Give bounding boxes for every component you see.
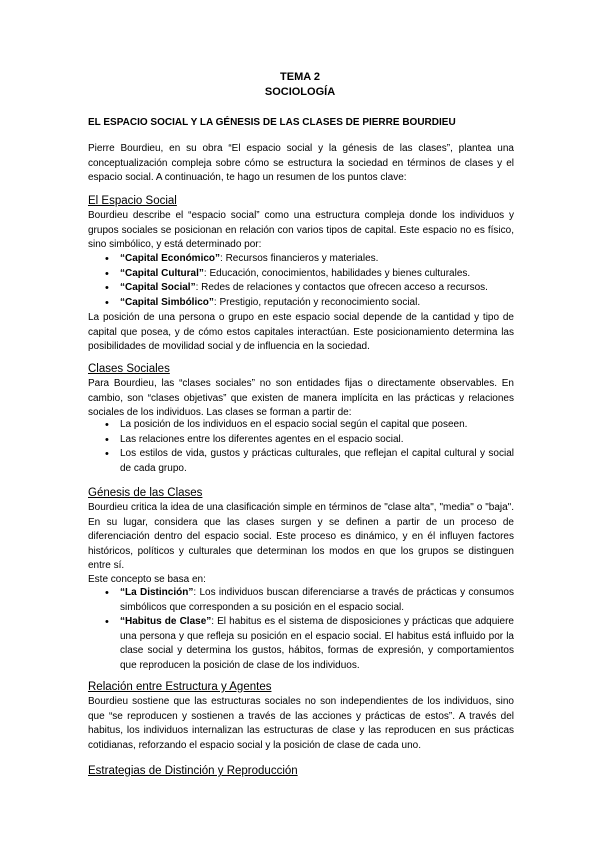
- list-item: • “Capital Cultural”: Educación, conocimientos, habilidades y bienes culturales.: [105, 267, 471, 280]
- genesis-paragraph-2: Este concepto se basa en:: [88, 574, 206, 585]
- section-heading-espacio-social: El Espacio Social: [88, 195, 177, 207]
- section-heading-clases-sociales: Clases Sociales: [88, 363, 170, 375]
- main-title: EL ESPACIO SOCIAL Y LA GÉNESIS DE LAS CLASES DE PIERRE BOURDIEU: [88, 117, 456, 128]
- espacio-paragraph-2: La posición de una persona o grupo en este espacio social depende de la cantidad y tipo de capital que posea, y de cómo estos capitales interactúan. Este posicionamiento determina las posibilidades de movilidad social y de influencia en la sociedad.: [88, 312, 514, 353]
- list-item: • “La Distinción”: Los individuos buscan diferenciarse a través de prácticas y consumos simbólicos que corresponden a su posición en el espacio social.: [105, 587, 514, 613]
- clases-list: [88, 418, 514, 476]
- section-heading-relacion: Relación entre Estructura y Agentes: [88, 681, 272, 693]
- genesis-paragraph-1: Bourdieu critica la idea de una clasificación simple en términos de "clase alta", "media" o "baja". En su lugar, considera que las clases surgen y se definen a partir de un proceso de diferenciación dentro del espacio social. Este proceso es dinámico, y en él influyen factores históricos, políticos y culturales que determinan los modos en que los grupos se distinguen entre sí.: [88, 502, 514, 572]
- list-item: • “Habitus de Clase”: El habitus es el sistema de disposiciones y prácticas que adquiere una persona y que refleja su posición en el espacio social. El habitus está influido por la clase social y determina los gustos, hábitos, formas de expresión, y comportamientos que reproducen la posición de clase de los individuos.: [105, 616, 514, 671]
- list-item: • Los estilos de vida, gustos y prácticas culturales, que reflejan el capital cultural y social de cada grupo.: [105, 448, 514, 474]
- list-item: • “Capital Social”: Redes de relaciones y contactos que ofrecen acceso a recursos.: [105, 282, 488, 295]
- espacio-paragraph-1: Bourdieu describe el “espacio social” como una estructura compleja donde los individuos y grupos sociales se posicionan en relación con varios tipos de capital. Este espacio no es físico, sino simbólico, y está determinado por:: [88, 210, 514, 251]
- subject-title: SOCIOLOGÍA: [264, 86, 336, 98]
- list-item: • La posición de los individuos en el espacio social según el capital que poseen.: [105, 419, 468, 431]
- clases-paragraph-1: Para Bourdieu, las “clases sociales” no son entidades fijas o directamente observables. En cambio, son “clases objetivas” que existen de manera implícita en las prácticas y relaciones sociales de los individuos. Las clases se forman a partir de:: [88, 378, 514, 419]
- relacion-paragraph: Bourdieu sostiene que las estructuras sociales no son independientes de los individuos, sino que “se reproducen y sostienen a través de las acciones y prácticas de estos”. A través del habitus, los individuos internalizan las estructuras de clase y las reproducen en sus prácticas cotidianas, reforzando el espacio social y la posición de clase de cada uno.: [88, 696, 514, 751]
- list-item: • “Capital Simbólico”: Prestigio, reputación y reconocimiento social.: [105, 296, 421, 309]
- list-item: • Las relaciones entre los diferentes agentes en el espacio social.: [105, 433, 404, 446]
- list-item: • “Capital Económico”: Recursos financieros y materiales.: [105, 253, 379, 265]
- section-heading-estrategias: Estrategias de Distinción y Reproducción: [88, 765, 298, 777]
- intro-paragraph: Pierre Bourdieu, en su obra “El espacio social y la génesis de las clases”, plantea una conceptualización compleja sobre cómo se estructura la sociedad en términos de clases y el espacio social. A continuación, te hago un resumen de los puntos clave:: [88, 143, 514, 184]
- capital-list: [88, 252, 514, 310]
- section-heading-genesis: Génesis de las Clases: [88, 487, 203, 499]
- genesis-list: [88, 586, 514, 674]
- tema-label: TEMA 2: [280, 71, 320, 83]
